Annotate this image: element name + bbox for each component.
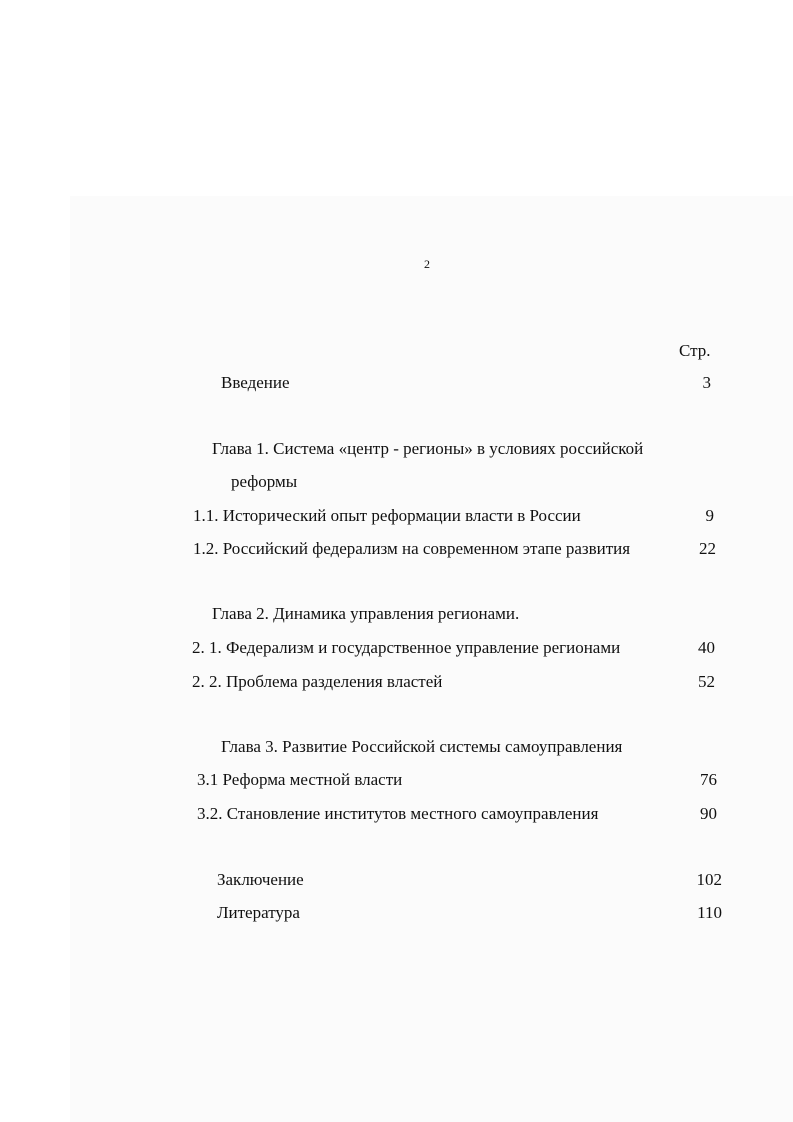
toc-literature-page: 110: [697, 903, 722, 922]
page-number: 2: [424, 257, 430, 271]
toc-item-2-1-page: 40: [698, 638, 715, 657]
toc-chapter1-title: Глава 1. Система «центр - регионы» в условиях российской: [212, 439, 644, 458]
toc-item-3-1-title: 3.1 Реформа местной власти: [197, 770, 403, 789]
toc-item-1-2-page: 22: [699, 539, 716, 558]
toc-intro-page: 3: [702, 373, 711, 392]
toc-item-3-2-title: 3.2. Становление институтов местного самоуправления: [197, 804, 599, 823]
toc-chapter1-title-cont: реформы: [231, 472, 298, 491]
toc-item-2-2-page: 52: [698, 672, 715, 691]
toc-item-2-2-title: 2. 2. Проблема разделения властей: [192, 672, 443, 691]
scanned-page-area: [70, 196, 793, 1122]
toc-item-2-1-title: 2. 1. Федерализм и государственное управление регионами: [192, 638, 621, 657]
toc-item-3-2-page: 90: [700, 804, 717, 823]
toc-literature-title: Литература: [217, 903, 300, 922]
toc-item-1-1-page: 9: [705, 506, 714, 525]
toc-item-1-2-title: 1.2. Российский федерализм на современном этапе развития: [193, 539, 631, 558]
toc-item-3-1-page: 76: [700, 770, 717, 789]
toc-item-1-1-title: 1.1. Исторический опыт реформации власти в России: [193, 506, 581, 525]
page-column-header: Стр.: [679, 341, 711, 360]
toc-chapter2-title: Глава 2. Динамика управления регионами.: [212, 604, 520, 623]
toc-chapter3-title: Глава 3. Развитие Российской системы самоуправления: [221, 737, 623, 756]
toc-intro-title: Введение: [221, 373, 290, 392]
toc-conclusion-page: 102: [696, 870, 722, 889]
toc-conclusion-title: Заключение: [217, 870, 304, 889]
